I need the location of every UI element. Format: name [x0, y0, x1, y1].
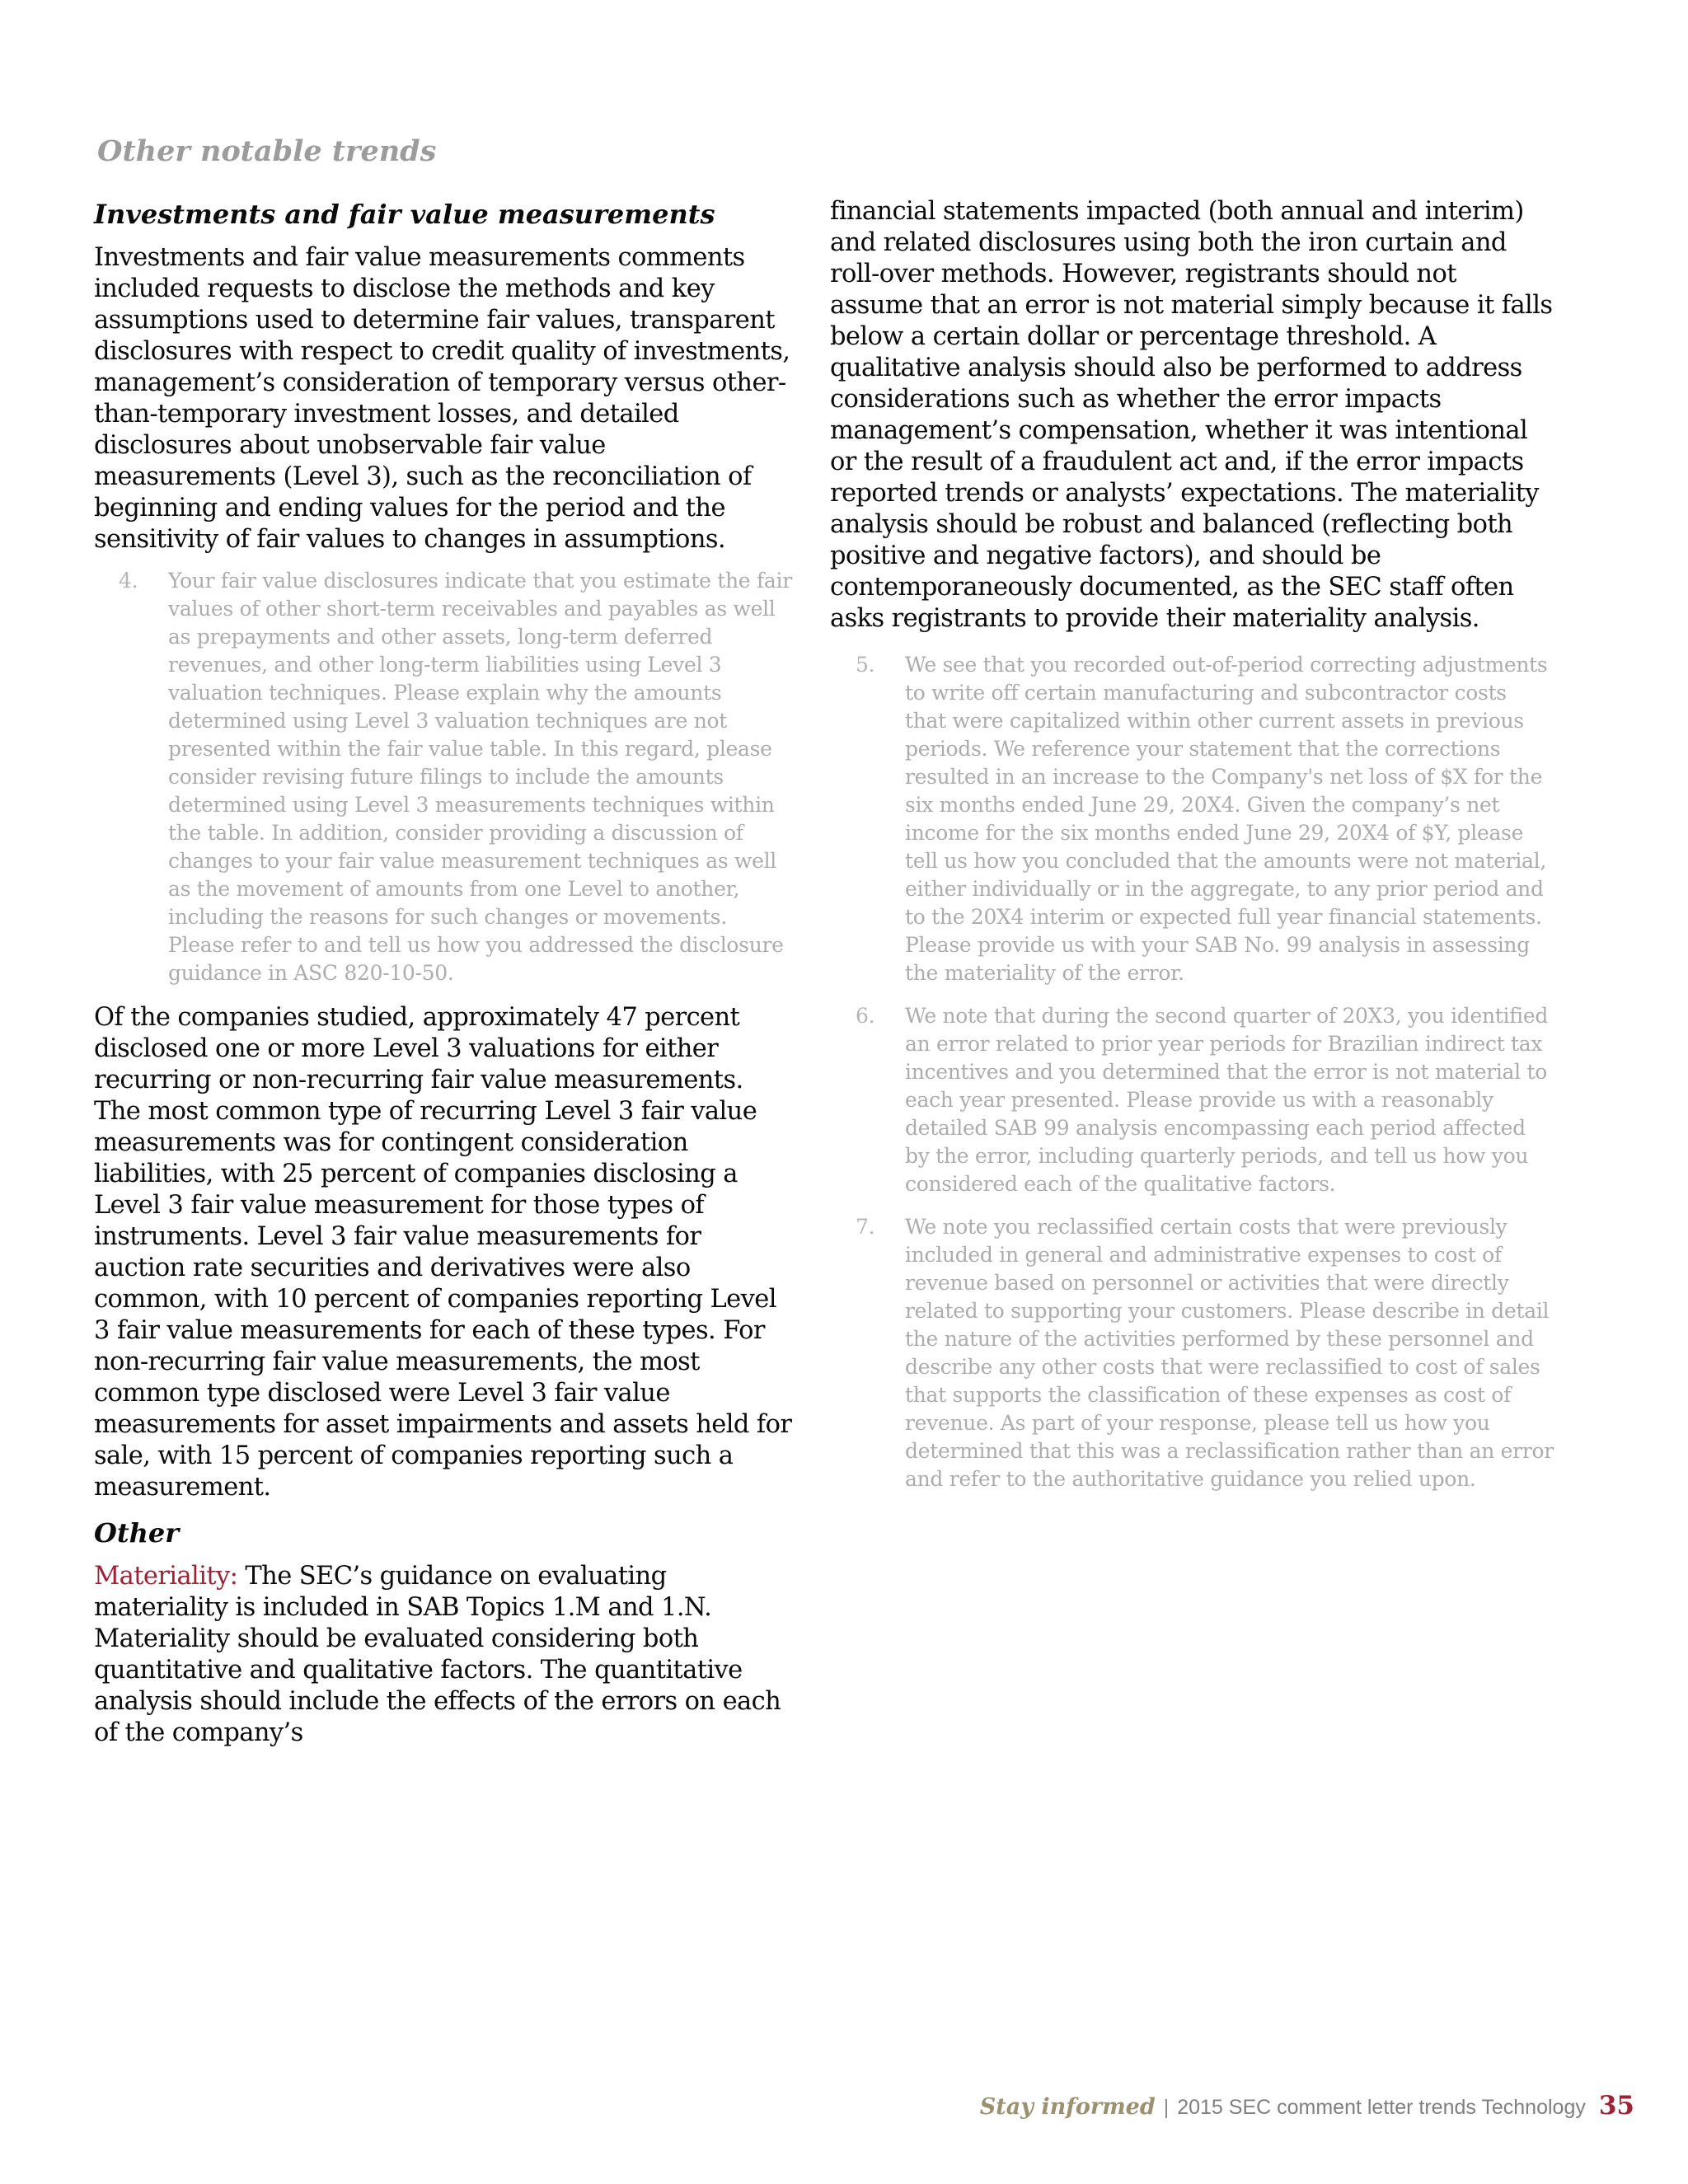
sec-comment-4 — [94, 567, 795, 987]
left-column — [94, 196, 795, 1760]
investments-heading: Investments and fair value measurements — [94, 199, 715, 230]
comment-text: We note you reclassified certain costs that were previously included in general and administrative expenses to cost of revenue based on personnel or activities that were directly related to supporting your customers. Please describe in detail the nature of the activities performed by these personnel and describe any other costs that were reclassified to cost of sales that supports the classification of these expenses as cost of revenue. As part of your response, please tell us how you determined that this was a reclassification rather than an error and refer to the authoritative guidance you relied upon. — [905, 1215, 1554, 1491]
page-number: 35 — [1598, 2091, 1634, 2121]
footer-stay-informed: Stay informed — [979, 2094, 1156, 2120]
comment-number: 4. — [119, 569, 138, 593]
sec-comment-7 — [830, 1213, 1554, 1493]
comment-number: 5. — [856, 653, 875, 677]
materiality-text: The SEC’s guidance on evaluating materiality is included in SAB Topics 1.M and 1.N. Materiality should be evaluated considering both quantitative and qualitative factors. The quantitative analysis should include the effects of the errors on each of the company’s — [94, 1562, 781, 1747]
comment-number: 6. — [856, 1004, 875, 1028]
footer-separator: | — [1163, 2096, 1170, 2119]
comment-text: We note that during the second quarter of 20X3, you identified an error related to prior year periods for Brazilian indirect tax incentives and you determined that the error is not material to each year presented. Please provide us with a reasonably detailed SAB 99 analysis encompassing each period affected by the error, including quarterly periods, and tell us how you considered each of the qualitative factors. — [905, 1004, 1549, 1196]
comment-number: 7. — [856, 1215, 875, 1239]
sec-comment-6 — [830, 1002, 1554, 1198]
materiality-paragraph — [94, 1561, 795, 1749]
footer-publication-title: 2015 SEC comment letter trends Technology — [1177, 2096, 1586, 2119]
section-heading: Other notable trends — [97, 134, 437, 168]
other-heading: Other — [94, 1517, 180, 1549]
materiality-label: Materiality: — [94, 1562, 238, 1591]
comment-text: We see that you recorded out-of-period correcting adjustments to write off certain manufacturing and subcontractor costs that were capitalized within other current assets in previous periods. We reference your statement that the corrections resulted in an increase to the Company's net loss of $X for the six months ended June 29, 20X4. Given the company’s net income for the six months ended June 29, 20X4 of $Y, please tell us how you concluded that the amounts were not material, either individually or in the aggregate, to any prior period and to the 20X4 interim or expected full year financial statements. Please provide us with your SAB No. 99 analysis in assessing the materiality of the error. — [905, 653, 1548, 985]
level3-study-paragraph: Of the companies studied, approximately 47 percent disclosed one or more Level 3 valuations for either recurring or non-recurring fair value measurements. The most common type of recurring Level 3 fair value measurements was for contingent consideration liabilities, with 25 percent of companies disclosing a Level 3 fair value measurement for those types of instruments. Level 3 fair value measurements for auction rate securities and derivatives were also common, with 10 percent of companies reporting Level 3 fair value measurements for each of these types. For non-recurring fair value measurements, the most common type disclosed were Level 3 fair value measurements for asset impairments and assets held for sale, with 15 percent of companies reporting such a measurement. — [94, 1003, 792, 1502]
sec-comment-5 — [830, 651, 1554, 987]
investments-intro-paragraph: Investments and fair value measurements comments included requests to disclose the methods and key assumptions used to determine fair values, transparent disclosures with respect to credit quality of investments, management’s consideration of temporary versus other-than-temporary investment losses, and detailed disclosures about unobservable fair value measurements (Level 3), such as the reconciliation of beginning and ending values for the period and the sensitivity of fair values to changes in assumptions. — [94, 243, 790, 554]
right-column — [830, 196, 1554, 1508]
page-footer — [980, 2091, 1634, 2121]
materiality-continuation-paragraph: financial statements impacted (both annual and interim) and related disclosures using both the iron curtain and roll-over methods. However, registrants should not assume that an error is not material simply because it falls below a certain dollar or percentage threshold. A qualitative analysis should also be performed to address considerations such as whether the error impacts management’s compensation, whether it was intentional or the result of a fraudulent act and, if the error impacts reported trends or analysts’ expectations. The materiality analysis should be robust and balanced (reflecting both positive and negative factors), and should be contemporaneously documented, as the SEC staff often asks registrants to provide their materiality analysis. — [830, 197, 1553, 633]
comment-text: Your fair value disclosures indicate that you estimate the fair values of other short-term receivables and payables as well as prepayments and other assets, long-term deferred revenues, and other long-term liabilities using Level 3 valuation techniques. Please explain why the amounts determined using Level 3 valuation techniques are not presented within the fair value table. In this regard, please consider revising future filings to include the amounts determined using Level 3 measurements techniques within the table. In addition, consider providing a discussion of changes to your fair value measurement techniques as well as the movement of amounts from one Level to another, including the reasons for such changes or movements. Please refer to and tell us how you addressed the disclosure guidance in ASC 820-10-50. — [168, 569, 792, 985]
